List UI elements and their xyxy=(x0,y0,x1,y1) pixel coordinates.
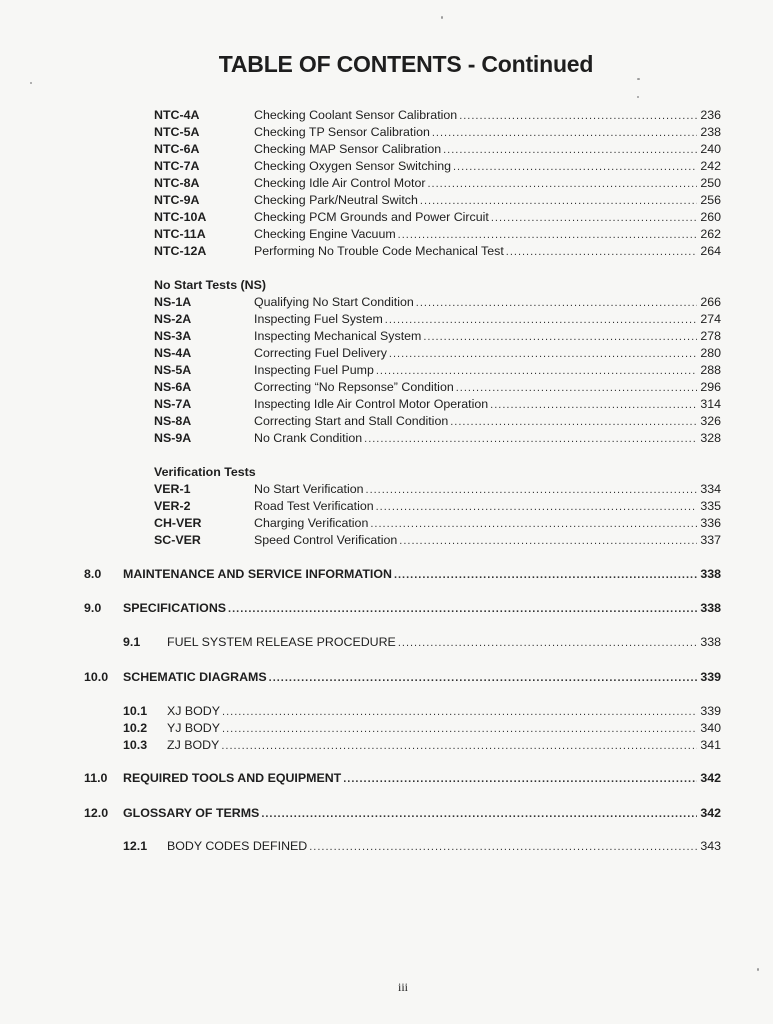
scan-speck xyxy=(441,16,443,19)
section-number: 10.0 xyxy=(84,670,109,684)
page-ref: 334 xyxy=(700,482,721,496)
dot-leader xyxy=(370,516,697,533)
page-title: TABLE OF CONTENTS - Continued xyxy=(218,51,594,77)
toc-entry[interactable] xyxy=(154,243,721,260)
toc-subsection-9-1[interactable] xyxy=(123,634,721,651)
test-code: SC-VER xyxy=(154,533,201,547)
toc-entry[interactable] xyxy=(154,379,721,396)
toc-entry[interactable] xyxy=(154,226,721,243)
toc-entry[interactable] xyxy=(154,294,721,311)
page-ref: 342 xyxy=(700,771,721,785)
page-number: iii xyxy=(397,980,408,994)
section-title: SPECIFICATIONS xyxy=(123,601,227,615)
section-title: BODY CODES DEFINED xyxy=(167,839,308,853)
entry-title: Checking Idle Air Control Motor xyxy=(254,176,426,190)
test-code: VER-2 xyxy=(154,499,191,513)
page-ref: 280 xyxy=(700,346,721,360)
toc-entry[interactable] xyxy=(154,175,721,192)
entry-title: Checking Coolant Sensor Calibration xyxy=(254,108,458,122)
scan-speck xyxy=(637,78,640,80)
dot-leader xyxy=(376,363,697,380)
dot-leader xyxy=(432,125,697,142)
toc-entry[interactable] xyxy=(154,515,721,532)
page-ref: 335 xyxy=(700,499,721,513)
toc-entry[interactable] xyxy=(154,107,721,124)
toc-entry[interactable] xyxy=(154,141,721,158)
page-ref: 338 xyxy=(700,567,721,581)
scan-speck xyxy=(30,82,32,84)
toc-entry[interactable] xyxy=(154,396,721,413)
page-ref: 314 xyxy=(700,397,721,411)
page-ref: 296 xyxy=(700,380,721,394)
dot-leader xyxy=(459,108,697,125)
toc-subsection-12-1[interactable] xyxy=(123,838,721,855)
dot-leader xyxy=(385,312,698,329)
section-title: GLOSSARY OF TERMS xyxy=(123,806,260,820)
dot-leader xyxy=(222,704,697,721)
test-code: NTC-8A xyxy=(154,176,200,190)
test-code: NTC-5A xyxy=(154,125,200,139)
page-ref: 339 xyxy=(700,670,721,684)
page-ref: 340 xyxy=(700,721,721,735)
page-ref: 336 xyxy=(700,516,721,530)
page-ref: 266 xyxy=(700,295,721,309)
entry-title: Correcting “No Repsonse” Condition xyxy=(254,380,454,394)
entry-title: Checking MAP Sensor Calibration xyxy=(254,142,442,156)
scan-speck xyxy=(637,96,639,98)
toc-entry[interactable] xyxy=(154,362,721,379)
dot-leader xyxy=(228,601,697,618)
test-code: NS-5A xyxy=(154,363,192,377)
page-ref: 337 xyxy=(700,533,721,547)
section-title: XJ BODY xyxy=(167,704,221,718)
toc-subsection-10-2[interactable] xyxy=(123,720,721,737)
test-code: NTC-7A xyxy=(154,159,200,173)
page-ref: 278 xyxy=(700,329,721,343)
dot-leader xyxy=(309,839,697,856)
dot-leader xyxy=(427,176,697,193)
dot-leader xyxy=(399,533,697,550)
page-ref: 250 xyxy=(700,176,721,190)
page-ref: 338 xyxy=(700,635,721,649)
page-ref: 343 xyxy=(700,839,721,853)
entry-title: Correcting Fuel Delivery xyxy=(254,346,387,360)
group-heading-no-start: No Start Tests (NS) xyxy=(154,278,266,292)
page-ref: 264 xyxy=(700,244,721,258)
dot-leader xyxy=(398,635,697,652)
page-ref: 242 xyxy=(700,159,721,173)
entry-title: Inspecting Idle Air Control Motor Operation xyxy=(254,397,489,411)
dot-leader xyxy=(398,227,698,244)
toc-entry[interactable] xyxy=(154,498,721,515)
test-code: NTC-4A xyxy=(154,108,200,122)
page-ref: 260 xyxy=(700,210,721,224)
test-code: NS-8A xyxy=(154,414,192,428)
test-code: CH-VER xyxy=(154,516,202,530)
section-number: 10.3 xyxy=(123,738,148,752)
dot-leader xyxy=(491,210,697,227)
dot-leader xyxy=(364,431,697,448)
page-ref: 339 xyxy=(700,704,721,718)
entry-title: Inspecting Fuel Pump xyxy=(254,363,374,377)
page-ref: 338 xyxy=(700,601,721,615)
page-ref: 238 xyxy=(700,125,721,139)
toc-entry[interactable] xyxy=(154,532,721,549)
dot-leader xyxy=(222,721,697,738)
test-code: NS-9A xyxy=(154,431,192,445)
test-code: NTC-12A xyxy=(154,244,207,258)
toc-entry[interactable] xyxy=(154,192,721,209)
page-ref: 342 xyxy=(700,806,721,820)
toc-entry[interactable] xyxy=(154,209,721,226)
toc-entry[interactable] xyxy=(154,158,721,175)
entry-title: Inspecting Mechanical System xyxy=(254,329,422,343)
section-number: 12.0 xyxy=(84,806,109,820)
page-ref: 262 xyxy=(700,227,721,241)
toc-subsection-10-3[interactable] xyxy=(123,737,721,754)
section-number: 12.1 xyxy=(123,839,148,853)
dot-leader xyxy=(506,244,698,261)
dot-leader xyxy=(423,329,697,346)
section-number: 9.1 xyxy=(123,635,141,649)
toc-entry[interactable] xyxy=(154,430,721,447)
toc-subsection-10-1[interactable] xyxy=(123,703,721,720)
entry-title: Checking TP Sensor Calibration xyxy=(254,125,430,139)
dot-leader xyxy=(490,397,697,414)
entry-title: No Start Verification xyxy=(254,482,364,496)
section-number: 11.0 xyxy=(84,771,108,785)
toc-entry[interactable] xyxy=(154,311,721,328)
entry-title: No Crank Condition xyxy=(254,431,363,445)
entry-title: Checking Engine Vacuum xyxy=(254,227,396,241)
scan-speck xyxy=(757,968,759,971)
group-heading-verification: Verification Tests xyxy=(154,465,256,479)
test-code: NTC-11A xyxy=(154,227,206,241)
toc-entry[interactable] xyxy=(154,481,721,498)
dot-leader xyxy=(221,738,697,755)
toc-entry[interactable] xyxy=(154,328,721,345)
entry-title: Speed Control Verification xyxy=(254,533,398,547)
page-ref: 341 xyxy=(700,738,721,752)
test-code: NS-3A xyxy=(154,329,192,343)
dot-leader xyxy=(420,193,697,210)
toc-entry[interactable] xyxy=(154,124,721,141)
toc-entry[interactable] xyxy=(154,345,721,362)
dot-leader xyxy=(376,499,698,516)
section-number: 8.0 xyxy=(84,567,102,581)
dot-leader xyxy=(261,806,697,823)
toc-section-11[interactable] xyxy=(84,770,721,787)
toc-entry[interactable] xyxy=(154,413,721,430)
entry-title: Inspecting Fuel System xyxy=(254,312,383,326)
section-title: FUEL SYSTEM RELEASE PROCEDURE xyxy=(167,635,396,649)
toc-section-9[interactable] xyxy=(84,600,721,617)
dot-leader xyxy=(453,159,697,176)
entry-title: Checking Oxygen Sensor Switching xyxy=(254,159,451,173)
dot-leader xyxy=(416,295,698,312)
dot-leader xyxy=(366,482,698,499)
dot-leader xyxy=(343,771,697,788)
dot-leader xyxy=(269,670,698,687)
test-code: NS-1A xyxy=(154,295,192,309)
entry-title: Correcting Start and Stall Condition xyxy=(254,414,449,428)
dot-leader xyxy=(450,414,697,431)
page-ref: 274 xyxy=(700,312,721,326)
page-ref: 328 xyxy=(700,431,721,445)
page-ref: 326 xyxy=(700,414,721,428)
section-title: ZJ BODY xyxy=(167,738,220,752)
section-title: MAINTENANCE AND SERVICE INFORMATION xyxy=(123,567,392,581)
test-code: NTC-6A xyxy=(154,142,200,156)
section-number: 10.2 xyxy=(123,721,148,735)
section-title: SCHEMATIC DIAGRAMS xyxy=(123,670,267,684)
test-code: NTC-9A xyxy=(154,193,200,207)
toc-section-8[interactable] xyxy=(84,566,721,583)
page-ref: 240 xyxy=(700,142,721,156)
toc-section-10[interactable] xyxy=(84,669,721,686)
page-ref: 236 xyxy=(700,108,721,122)
dot-leader xyxy=(456,380,698,397)
test-code: NS-6A xyxy=(154,380,192,394)
section-title: YJ BODY xyxy=(167,721,221,735)
entry-title: Road Test Verification xyxy=(254,499,374,513)
test-code: NS-2A xyxy=(154,312,192,326)
page-ref: 256 xyxy=(700,193,721,207)
dot-leader xyxy=(389,346,697,363)
entry-title: Checking Park/Neutral Switch xyxy=(254,193,418,207)
test-code: NS-7A xyxy=(154,397,192,411)
entry-title: Performing No Trouble Code Mechanical Test xyxy=(254,244,504,258)
entry-title: Charging Verification xyxy=(254,516,369,530)
entry-title: Checking PCM Grounds and Power Circuit xyxy=(254,210,489,224)
entry-title: Qualifying No Start Condition xyxy=(254,295,414,309)
section-title: REQUIRED TOOLS AND EQUIPMENT xyxy=(123,771,342,785)
section-number: 9.0 xyxy=(84,601,102,615)
section-number: 10.1 xyxy=(123,704,148,718)
toc-section-12[interactable] xyxy=(84,805,721,822)
page-ref: 288 xyxy=(700,363,721,377)
test-code: NS-4A xyxy=(154,346,192,360)
test-code: VER-1 xyxy=(154,482,191,496)
dot-leader xyxy=(443,142,697,159)
dot-leader xyxy=(394,567,697,584)
test-code: NTC-10A xyxy=(154,210,207,224)
